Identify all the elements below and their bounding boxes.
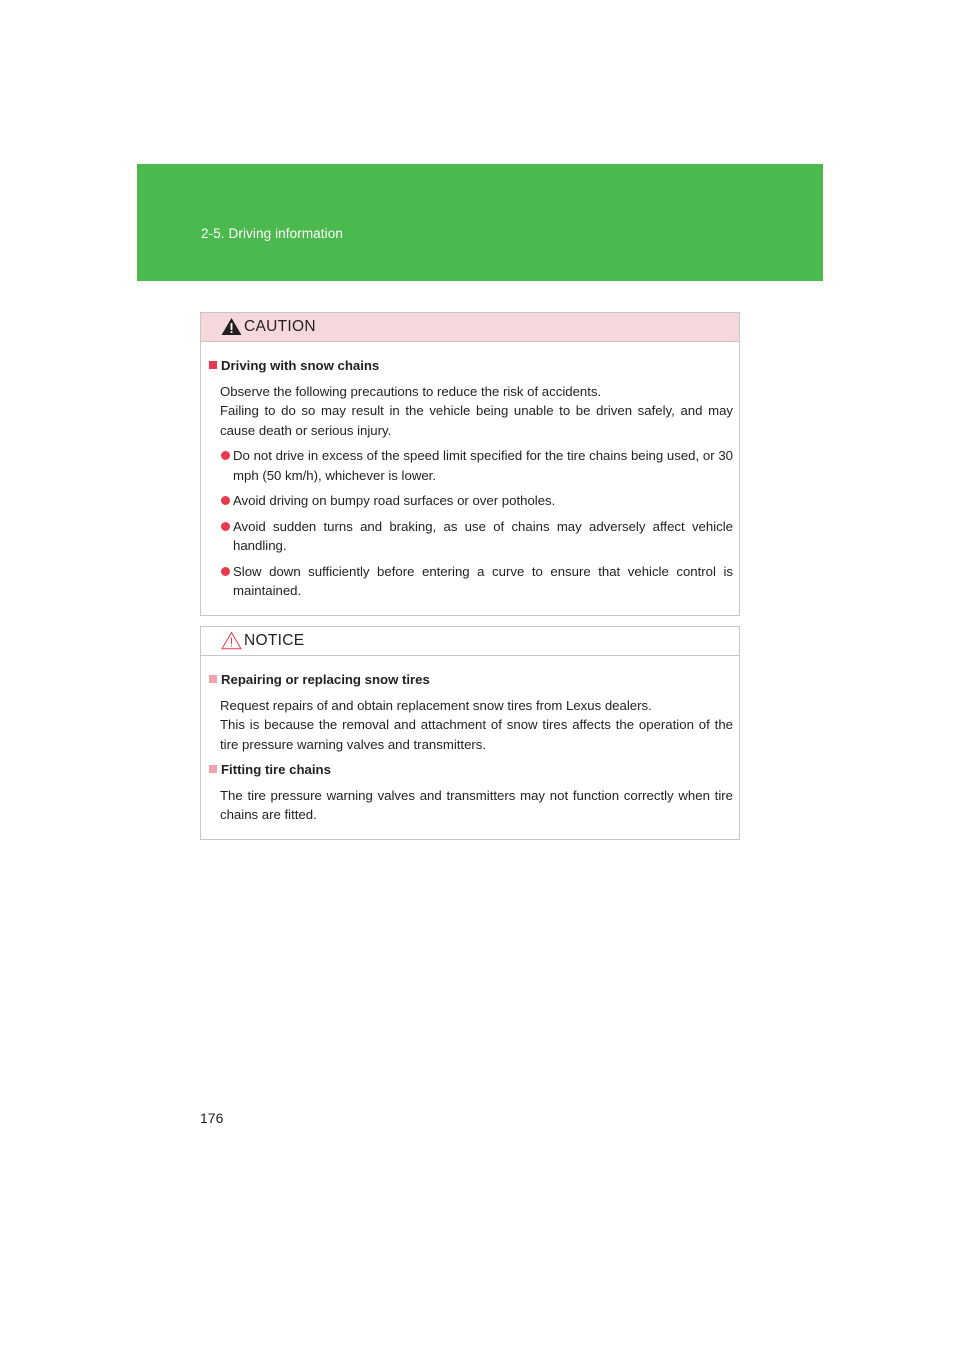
notice-title: NOTICE [244,632,305,649]
caution-title: CAUTION [244,318,316,335]
circle-bullet-icon [221,496,230,505]
circle-bullet-icon [221,451,230,460]
warning-icon [221,317,242,336]
square-bullet-icon [209,675,217,683]
notice-heading: Repairing or replacing snow tires [209,670,733,690]
circle-bullet-icon [221,522,230,531]
notice-paragraph: The tire pressure warning valves and transmitters may not function correctly when tire chains are fitted. [220,787,733,822]
notice-body [201,656,739,825]
caution-bullet: Slow down sufficiently before entering a curve to ensure that vehicle control is maintained. [209,562,733,601]
notice-warning-icon [221,631,242,650]
caution-box [200,312,740,616]
header-band [137,164,823,281]
caution-bullet: Avoid sudden turns and braking, as use of chains may adversely affect vehicle handling. [209,517,733,556]
notice-heading: Fitting tire chains [209,760,733,780]
notice-header [201,627,739,656]
page-number: 176 [200,1110,224,1126]
circle-bullet-icon [221,567,230,576]
caution-intro-line: Observe the following precautions to reduce the risk of accidents. Failing to do so may result in the vehicle being unable to be driven safely, and may cause death or serious injury. [220,383,733,438]
caution-bullet: Avoid driving on bumpy road surfaces or over potholes. [209,491,733,511]
caution-bullet: Do not drive in excess of the speed limit specified for the tire chains being used, or 30 mph (50 km/h), whichever is lower. [209,446,733,485]
square-bullet-icon [209,361,217,369]
caution-header [201,313,739,342]
caution-heading: Driving with snow chains [209,356,733,376]
section-title: 2-5. Driving information [201,226,343,241]
notice-paragraph: Request repairs of and obtain replacement snow tires from Lexus dealers. This is because the removal and attachment of snow tires affects the operation of the tire pressure warning valves and transmitters. [220,697,733,752]
square-bullet-icon [209,765,217,773]
notice-box [200,626,740,840]
caution-body [201,342,739,601]
